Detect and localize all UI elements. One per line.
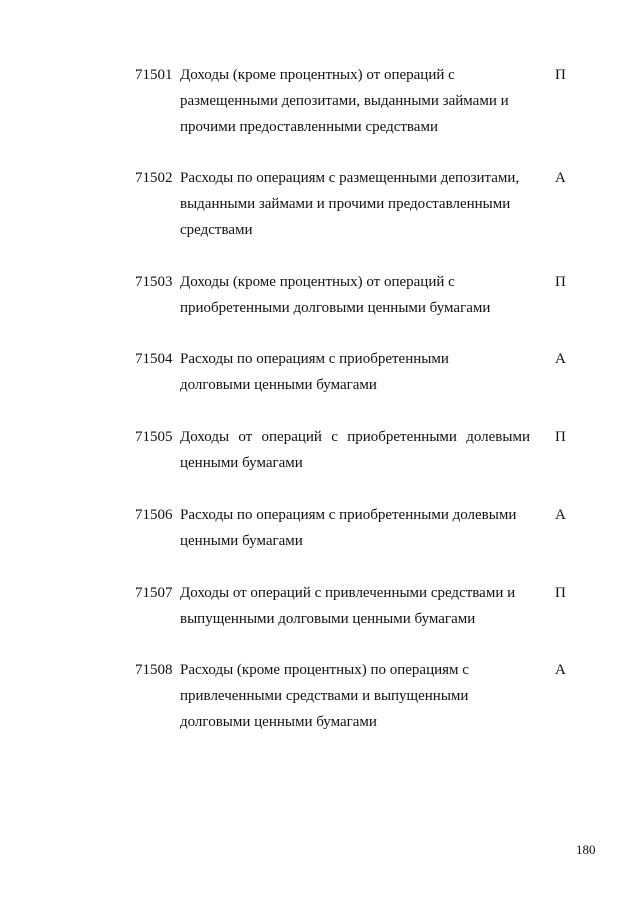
account-code: 71504: [135, 351, 173, 367]
account-description: Доходы (кроме процентных) от операций с приобретенными долговыми ценными бумагами: [180, 274, 491, 316]
page-number: 180: [576, 842, 596, 857]
account-description: Доходы от операций с привлеченными средствами и выпущенными долговыми ценными бумагами: [180, 585, 516, 627]
account-description: Доходы от операций с приобретенными долевыми ценными бумагами: [180, 429, 530, 471]
account-code: 71501: [135, 67, 173, 83]
account-type: П: [555, 585, 566, 601]
account-type: П: [555, 67, 566, 83]
account-type: П: [555, 429, 566, 445]
account-description: Расходы по операциям с приобретенными долговыми ценными бумагами: [180, 351, 449, 393]
account-type: А: [555, 170, 566, 186]
account-description: Расходы по операциям с приобретенными долевыми ценными бумагами: [180, 507, 517, 549]
account-type: А: [555, 507, 566, 523]
account-code: 71507: [135, 585, 173, 601]
account-code: 71503: [135, 274, 173, 290]
account-description: Доходы (кроме процентных) от операций с размещенными депозитами, выданными займами и прочими предоставленными средствами: [180, 67, 509, 135]
account-description: Расходы (кроме процентных) по операциям с привлеченными средствами и выпущенными долговыми ценными бумагами: [180, 662, 469, 730]
account-type: А: [555, 662, 566, 678]
account-code: 71506: [135, 507, 173, 523]
account-code: 71502: [135, 170, 173, 186]
account-type: А: [555, 351, 566, 367]
account-code: 71508: [135, 662, 173, 678]
account-code: 71505: [135, 429, 173, 445]
account-type: П: [555, 274, 566, 290]
account-description: Расходы по операциям с размещенными депозитами, выданными займами и прочими предоставленными средствами: [180, 170, 520, 238]
